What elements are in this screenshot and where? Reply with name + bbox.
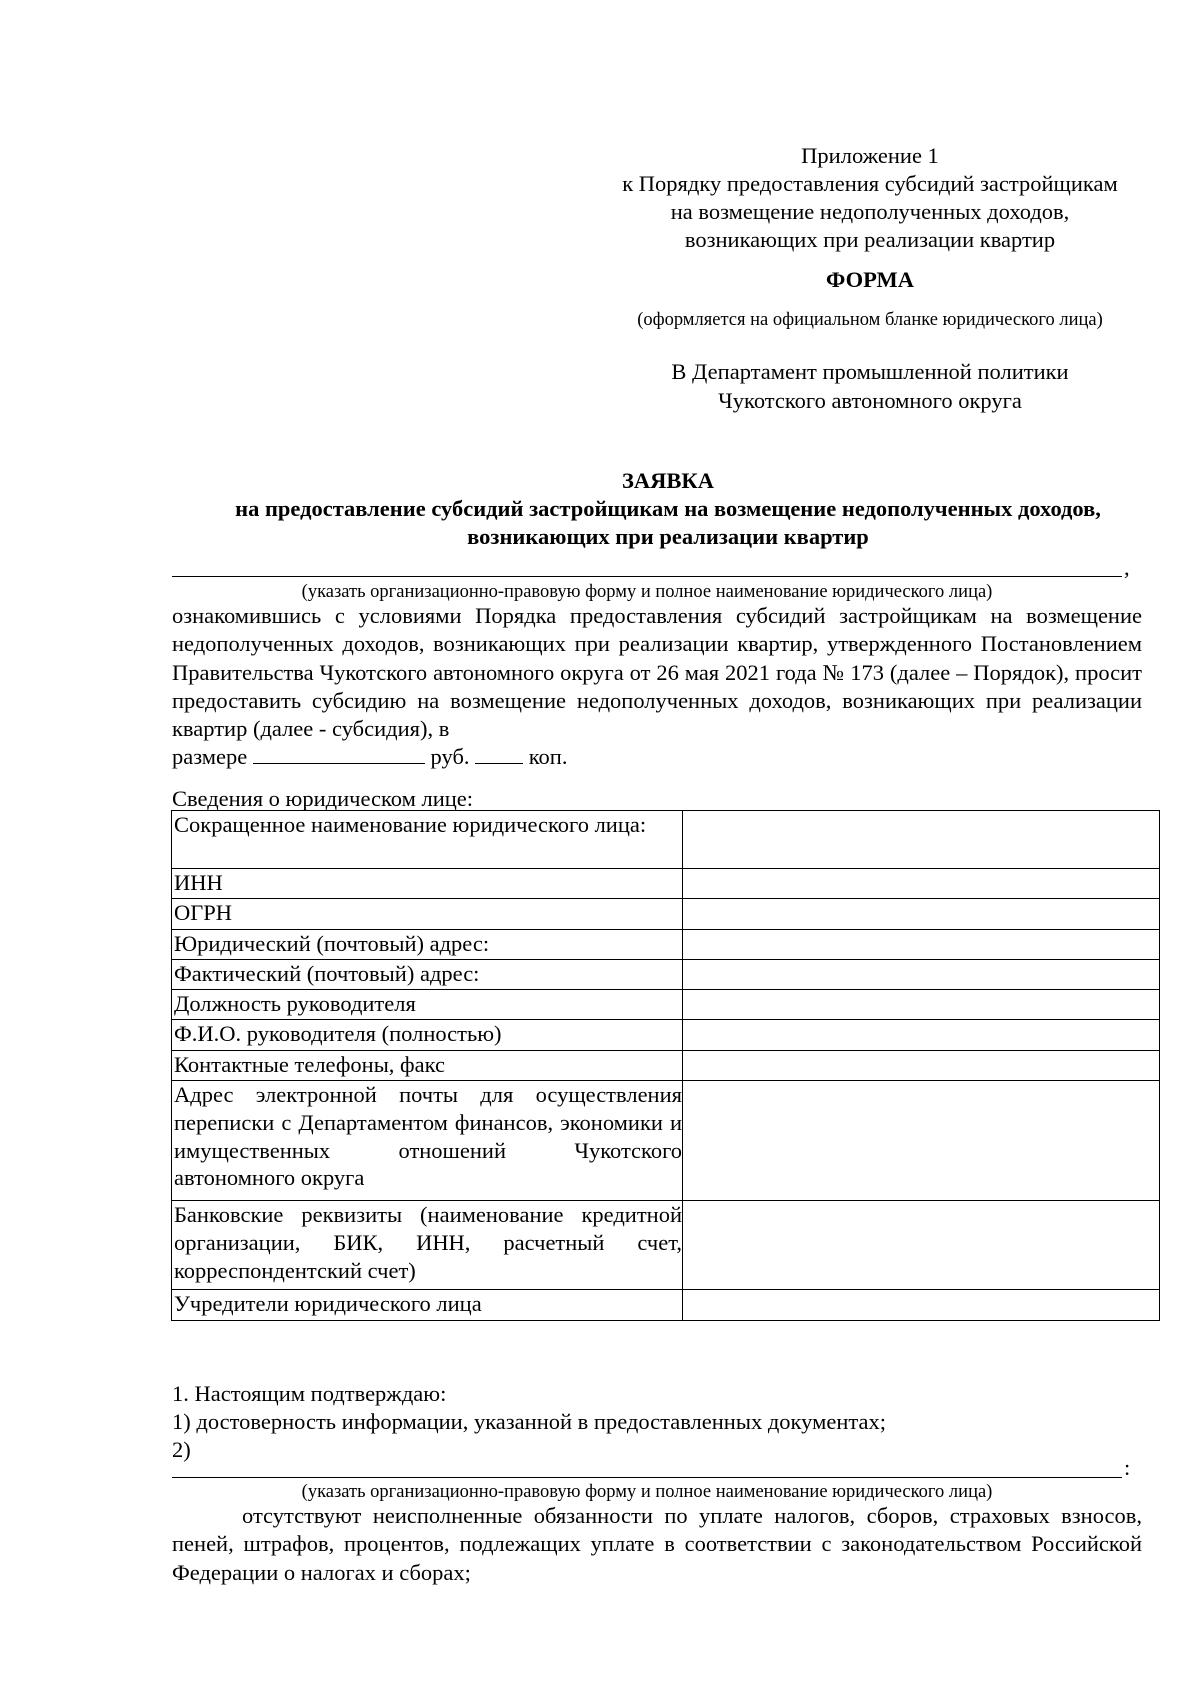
amount-kop-unit: коп. bbox=[528, 744, 568, 770]
row-label: Контактные телефоны, факс bbox=[172, 1051, 683, 1081]
appendix-line: возникающих при реализации квартир bbox=[684, 227, 1056, 252]
form-note: (оформляется на официальном бланке юридического лица) bbox=[637, 310, 1103, 330]
appendix-line: Приложение 1 bbox=[801, 143, 939, 168]
title-line: возникающих при реализации квартир bbox=[467, 524, 869, 549]
table-row bbox=[172, 1201, 1160, 1290]
table-row bbox=[172, 1020, 1160, 1051]
legal-entity-table bbox=[171, 810, 1160, 1321]
table-row bbox=[172, 960, 1160, 990]
row-label: Юридический (почтовый) адрес: bbox=[172, 930, 683, 960]
row-value-field[interactable] bbox=[683, 1290, 1160, 1321]
row-label: Адрес электронной почты для осуществления переписки с Департаментом финансов, экономики и имущественных отношений Чукотского автономного округа bbox=[172, 1081, 683, 1201]
document-title bbox=[172, 467, 1164, 551]
row-value-field[interactable] bbox=[683, 811, 1160, 869]
confirm-item-1: 1) достоверность информации, указанной в предоставленных документах; bbox=[172, 1409, 886, 1434]
row-value-field[interactable] bbox=[683, 1081, 1160, 1201]
appendix-header bbox=[590, 142, 1150, 254]
recipient-line: В Департамент промышленной политики bbox=[671, 359, 1069, 384]
org-name-fill-line-2[interactable] bbox=[172, 1477, 1122, 1478]
fill-line-caption: (указать организационно-правовую форму и полное наименование юридического лица) bbox=[301, 582, 993, 602]
table-row bbox=[172, 990, 1160, 1020]
amount-kop-field[interactable] bbox=[475, 743, 523, 764]
amount-rub-field[interactable] bbox=[253, 743, 425, 764]
title-line: на предоставление субсидий застройщикам на возмещение недополученных доходов, bbox=[235, 496, 1101, 521]
row-value-field[interactable] bbox=[683, 990, 1160, 1020]
fill-line-colon: : bbox=[1124, 1455, 1131, 1480]
table-row bbox=[172, 899, 1160, 930]
row-value-field[interactable] bbox=[683, 899, 1160, 930]
paragraph-obligations: отсутствуют неисполненные обязанности по уплате налогов, сборов, страховых взносов, пеней, штрафов, процентов, подлежащих уплате в соответствии с законодательством Российской Федерации о налогах и сборах; bbox=[172, 1503, 1142, 1585]
paragraph-intro-text: ознакомившись с условиями Порядка предоставления субсидий застройщикам на возмещение недополученных доходов, возникающих при реализации квартир, утвержденного Постановлением Правительства Чукотского автономного округа от 26 мая 2021 года № 173 (далее – Порядок), просит предоставить субсидию на возмещение недополученных доходов, возникающих при реализации квартир (далее - субсидия), в bbox=[172, 603, 1142, 742]
table-row bbox=[172, 1081, 1160, 1201]
row-value-field[interactable] bbox=[683, 1201, 1160, 1290]
confirm-item-2: 2) bbox=[172, 1437, 191, 1462]
appendix-line: на возмещение недополученных доходов, bbox=[670, 199, 1070, 224]
form-label: ФОРМА bbox=[826, 267, 914, 292]
fill-line-caption-2: (указать организационно-правовую форму и полное наименование юридического лица) bbox=[301, 1482, 993, 1502]
row-value-field[interactable] bbox=[683, 869, 1160, 899]
row-label: Должность руководителя bbox=[172, 990, 683, 1020]
amount-prefix: размере bbox=[172, 744, 248, 770]
table-row bbox=[172, 869, 1160, 899]
appendix-line: к Порядку предоставления субсидий застройщикам bbox=[622, 171, 1118, 196]
table-row bbox=[172, 930, 1160, 960]
table-row bbox=[172, 1290, 1160, 1321]
confirm-heading: 1. Настоящим подтверждаю: bbox=[172, 1381, 447, 1406]
table-row bbox=[172, 811, 1160, 869]
table-row bbox=[172, 1051, 1160, 1081]
org-name-fill-line[interactable] bbox=[172, 576, 1122, 577]
row-label: ОГРН bbox=[172, 899, 683, 930]
row-label: Банковские реквизиты (наименование кредитной организации, БИК, ИНН, расчетный счет, корреспондентский счет) bbox=[172, 1201, 683, 1290]
title-line: ЗАЯВКА bbox=[622, 468, 714, 493]
row-value-field[interactable] bbox=[683, 930, 1160, 960]
subsidy-amount-line bbox=[172, 743, 1142, 771]
row-label: Сокращенное наименование юридического лица: bbox=[172, 811, 683, 869]
paragraph-intro bbox=[172, 602, 1142, 772]
row-value-field[interactable] bbox=[683, 1020, 1160, 1051]
row-label: Ф.И.О. руководителя (полностью) bbox=[172, 1020, 683, 1051]
section-label: Сведения о юридическом лице: bbox=[172, 786, 474, 811]
recipient-line: Чукотского автономного округа bbox=[718, 388, 1022, 413]
row-value-field[interactable] bbox=[683, 960, 1160, 990]
row-value-field[interactable] bbox=[683, 1051, 1160, 1081]
amount-rub-unit: руб. bbox=[430, 744, 470, 770]
recipient-block bbox=[590, 357, 1150, 415]
row-label: ИНН bbox=[172, 869, 683, 899]
fill-line-comma: , bbox=[1124, 555, 1130, 580]
row-label: Фактический (почтовый) адрес: bbox=[172, 960, 683, 990]
row-label: Учредители юридического лица bbox=[172, 1290, 683, 1321]
